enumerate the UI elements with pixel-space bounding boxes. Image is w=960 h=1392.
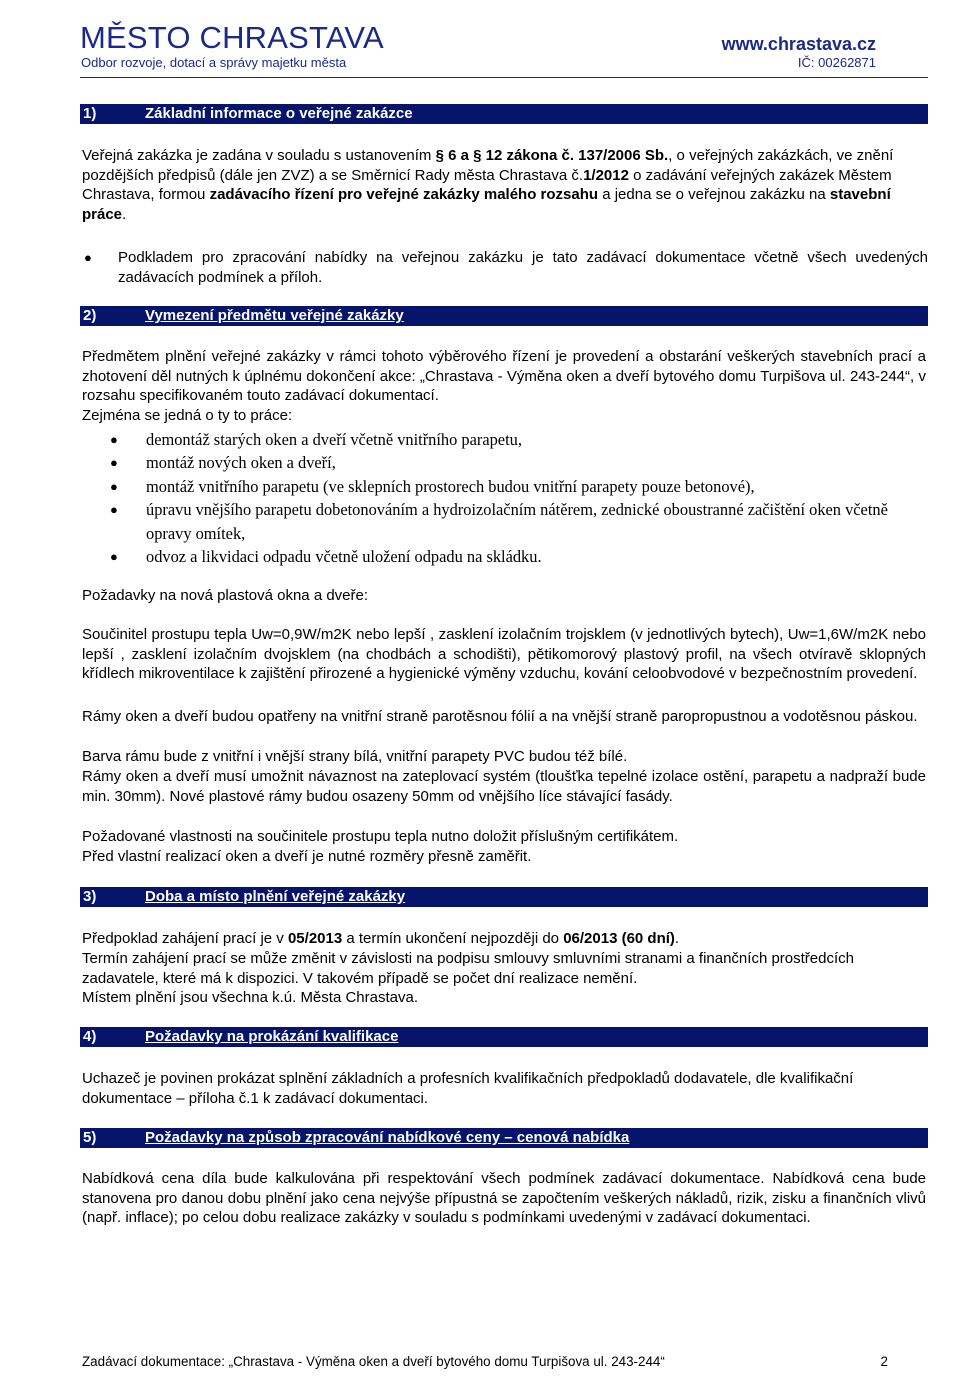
requirements-title: Požadavky na nová plastová okna a dveře:: [82, 587, 369, 604]
law-reference: § 6 a § 12 zákona č. 137/2006 Sb.: [435, 147, 669, 164]
list-item: ● odvoz a likvidaci odpadu včetně uložení odpadu na skládku.: [110, 545, 926, 568]
section-3-heading: [80, 887, 928, 907]
section-3-schedule: Předpoklad zahájení prací je v 05/2013 a termín ukončení nejpozději do 06/2013 (60 dní).: [82, 930, 680, 947]
requirements-paragraph-4: Rámy oken a dveří musí umožnit návaznost na zateplovací systém (tloušťka tepelné izolace ostění, parapetu a nadpraží bude min. 30mm). Nové plastové rámy budou osazeny 50mm od vnějšího líce stávající fasády.: [82, 768, 926, 805]
section-1-bullet: [82, 248, 928, 287]
section-number: 5): [83, 1129, 97, 1146]
section-number: 1): [83, 105, 97, 122]
header-website: www.chrastava.cz: [721, 34, 876, 54]
contract-type: stavební práce: [82, 186, 891, 223]
list-item: ● demontáž starých oken a dveří včetně vnitřního parapetu,: [110, 428, 926, 451]
header-divider: [80, 77, 928, 78]
text-run: a jedna se o veřejnou zakázku na: [598, 186, 830, 204]
procedure-type: zadávacího řízení pro veřejné zakázky malého rozsahu: [209, 186, 599, 204]
section-number: 4): [83, 1028, 97, 1045]
requirements-paragraph-5: Požadované vlastnosti na součinitele prostupu tepla nutno doložit příslušným certifikátem.: [82, 828, 679, 845]
section-number: 2): [83, 307, 97, 324]
text-run: o zadávání veřejných zakázek Městem Chrastava, formou: [82, 166, 892, 204]
section-title: Základní informace o veřejné zakázce: [145, 105, 413, 122]
list-item: ● úpravu vnějšího parapetu dobetonováním a hydroizolačním nátěrem, zednické oboustranné začištění oken včetně opravy omítek,: [110, 500, 888, 543]
section-number: 3): [83, 888, 97, 905]
section-5-paragraph: Nabídková cena díla bude kalkulována při respektování všech podmínek zadávací dokumentace. Nabídková cena bude stanovena pro danou dobu plnění jako cena nejvýše přípustná se započtením veškerých nákladů, rizik, zisku a finančních vlivů (např. inflace); po celou dobu realizace zakázky v souladu s podmínkami uvedenými v zadávací dokumentaci.: [82, 1170, 926, 1227]
directive-number: 1/2012: [583, 166, 629, 184]
bullet-icon: ●: [110, 455, 118, 471]
list-item: ● montáž vnitřního parapetu (ve sklepních prostorech budou vnitřní parapety pouze betonové),: [110, 475, 926, 498]
header-title: MĚSTO CHRASTAVA: [80, 20, 384, 55]
requirements-paragraph-3: Barva rámu bude z vnitřní i vnější strany bílá, vnitřní parapety PVC budou též bílé.: [82, 748, 628, 765]
bullet-icon: ●: [110, 502, 118, 518]
section-3-paragraph-2: Termín zahájení prací se může změnit v závislosti na podpisu smlouvy smluvními stranami a finančních prostředcích zadavatele, které má k dispozici. V takovém případě se počet dní realizace nemění.: [82, 950, 854, 987]
section-1-paragraph: [82, 146, 926, 224]
section-4-paragraph: Uchazeč je povinen prokázat splnění základních a profesních kvalifikačních předpokladů dodavatele, dle kvalifikační dokumentace – příloha č.1 k zadávací dokumentaci.: [82, 1070, 854, 1107]
work-list: [110, 428, 926, 568]
page-footer: [82, 1354, 888, 1370]
text-run: , o veřejných zakázkách, ve znění pozdějších předpisů (dále jen ZVZ) a se Směrnicí Rady města Chrastava č.: [82, 147, 894, 184]
footer-text: Zadávací dokumentace: „Chrastava - Výměna oken a dveří bytového domu Turpišova ul. 243-244“: [82, 1354, 665, 1369]
section-title: Vymezení předmětu veřejné zakázky: [145, 307, 404, 324]
bullet-icon: ●: [110, 478, 118, 494]
bullet-icon: ●: [84, 250, 92, 265]
list-item: ● montáž nových oken a dveří,: [110, 451, 926, 474]
bullet-text: Podkladem pro zpracování nabídky na veřejnou zakázku je tato zadávací dokumentace včetně všech uvedených zadávacích podmínek a příloh.: [118, 249, 928, 286]
section-2-intro: Předmětem plnění veřejné zakázky v rámci tohoto výběrového řízení je provedení a obstarání veškerých stavebních prací a zhotovení děl nutných k úplnému dokončení akce: „Chrastava - Výměna oken a dveří bytového domu Turpišova ul. 243-244“, v rozsahu specifikovaném touto zadávací dokumentací.: [82, 348, 926, 405]
bullet-icon: ●: [110, 549, 118, 565]
page-number: 2: [880, 1354, 888, 1369]
end-date: 06/2013 (60 dní): [563, 930, 675, 947]
header-subtitle: Odbor rozvoje, dotací a správy majetku města: [81, 55, 347, 70]
section-3-paragraph-3: Místem plnění jsou všechna k.ú. Města Chrastava.: [82, 989, 418, 1006]
section-4-heading: [80, 1027, 928, 1047]
section-2-lead: Zejména se jedná o ty to práce:: [82, 407, 293, 424]
section-title: Požadavky na prokázání kvalifikace: [145, 1028, 399, 1045]
requirements-paragraph-1: Součinitel prostupu tepla Uw=0,9W/m2K nebo lepší , zasklení izolačním trojsklem (v jednotlivých bytech), Uw=1,6W/m2K nebo lepší , zasklení izolačním dvojsklem (na chodbách a schodišti), pětikomorový plastový profil, na všech otvíravě sklopných křídlech mikroventilace k zajištění přirozené a hygienické výměny vzduchu, kování celoobvodové v bezpečnostním provedení.: [82, 626, 926, 683]
bullet-icon: ●: [110, 432, 118, 447]
section-5-heading: [80, 1128, 928, 1148]
section-title: Doba a místo plnění veřejné zakázky: [145, 888, 406, 905]
section-2-heading: [80, 306, 928, 326]
text-run: Veřejná zakázka je zadána v souladu s ustanovením: [82, 147, 436, 164]
start-date: 05/2013: [287, 930, 343, 947]
requirements-paragraph-2: Rámy oken a dveří budou opatřeny na vnitřní straně parotěsnou fólií a na vnější straně paropropustnou a vodotěsnou páskou.: [82, 708, 918, 725]
section-1-heading: [80, 104, 928, 124]
header-ico: IČ: 00262871: [797, 55, 876, 70]
text-run: .: [122, 205, 127, 223]
requirements-paragraph-6: Před vlastní realizací oken a dveří je nutné rozměry přesně zaměřit.: [82, 848, 532, 865]
section-title: Požadavky na způsob zpracování nabídkové ceny – cenová nabídka: [145, 1129, 630, 1146]
